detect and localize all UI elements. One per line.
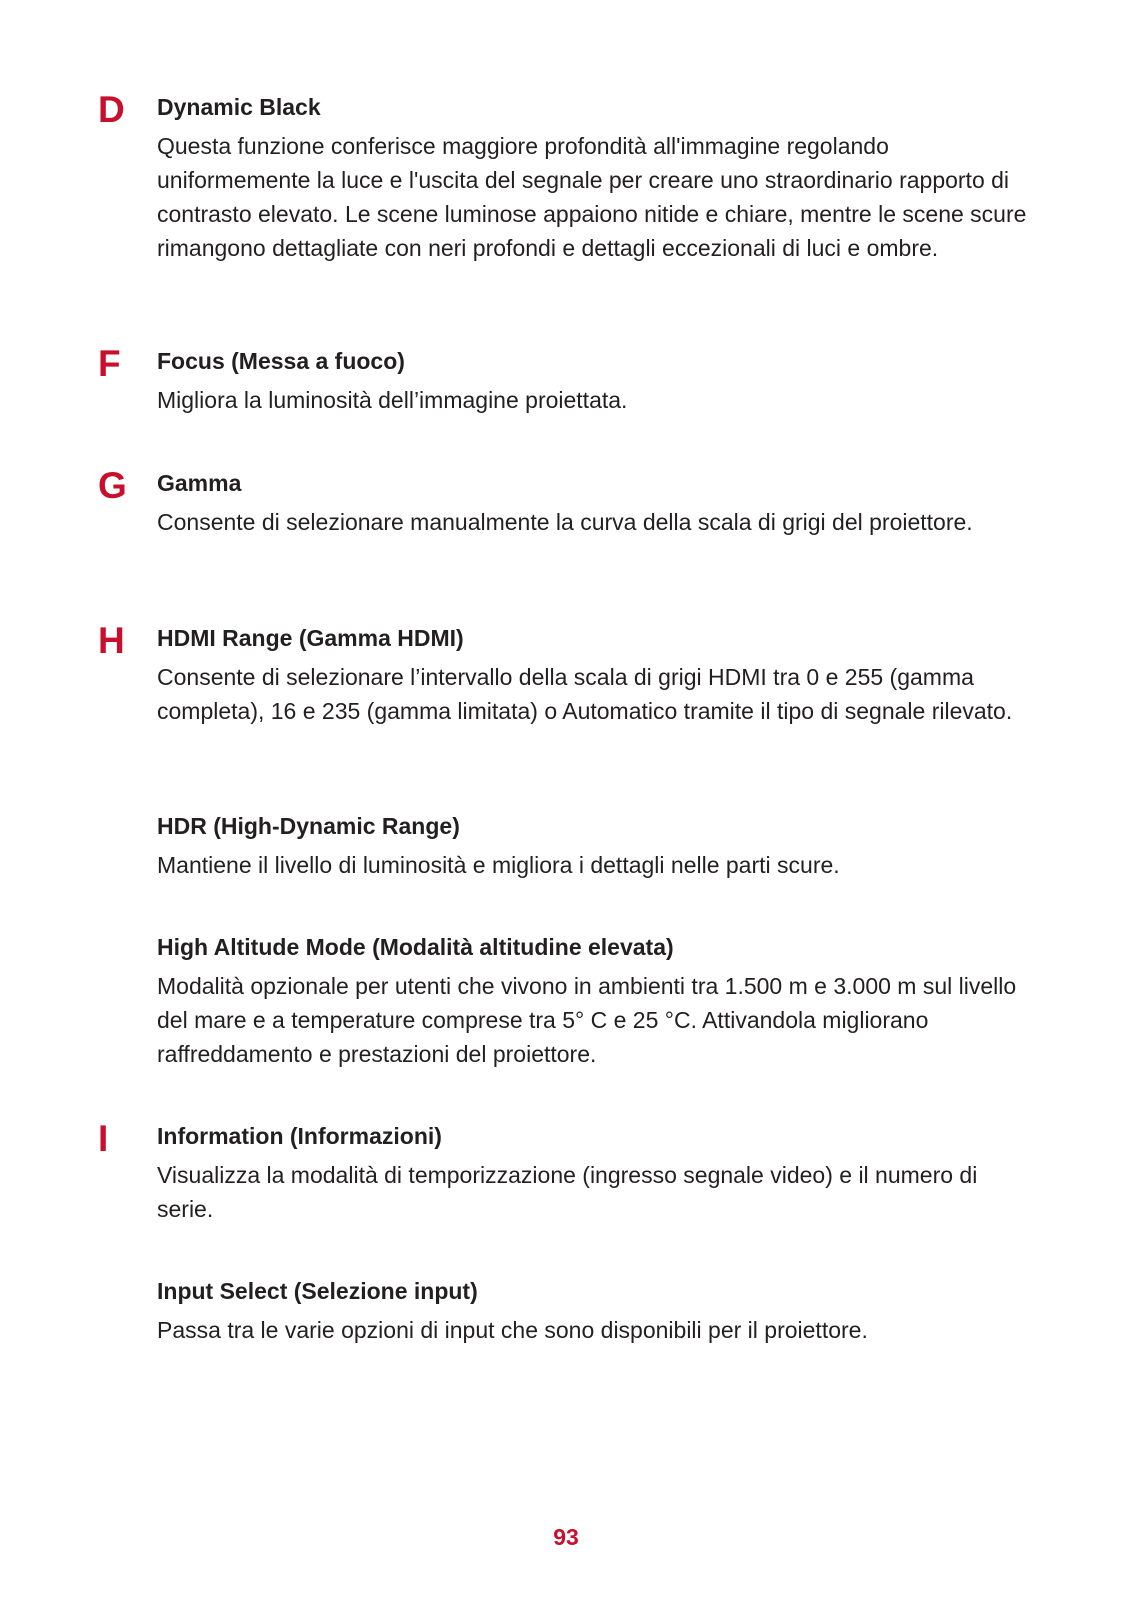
entry-title: High Altitude Mode (Modalità altitudine elevata) xyxy=(157,934,674,960)
entry-description: Mantiene il livello di luminosità e migliora i dettagli nelle parti scure. xyxy=(157,852,840,878)
entry-description: Passa tra le varie opzioni di input che sono disponibili per il proiettore. xyxy=(157,1317,868,1343)
section-letter: I xyxy=(98,1118,109,1159)
entry-description: Modalità opzionale per utenti che vivono in ambienti tra 1.500 m e 3.000 m sul livello del mare e a temperature comprese tra 5° C e 25 °C. Attivandola migliorano raffreddamento e prestazioni del proiettore. xyxy=(157,973,1017,1067)
section-letter: F xyxy=(98,343,121,384)
entry-description: Migliora la luminosità dell’immagine proiettata. xyxy=(157,387,628,413)
entry-title: Gamma xyxy=(157,470,242,496)
page-number: 93 xyxy=(553,1524,579,1550)
entry-description: Visualizza la modalità di temporizzazione (ingresso segnale video) e il numero di serie. xyxy=(157,1162,978,1222)
section-letter: G xyxy=(98,465,127,506)
entry-title: Information (Informazioni) xyxy=(157,1123,442,1149)
entry-description: Consente di selezionare l’intervallo della scala di grigi HDMI tra 0 e 255 (gamma completa), 16 e 235 (gamma limitata) o Automatico tramite il tipo di segnale rilevato. xyxy=(157,664,1013,724)
entry-title: HDMI Range (Gamma HDMI) xyxy=(157,625,464,651)
section-letter: D xyxy=(98,89,125,130)
entry-title: Dynamic Black xyxy=(157,94,321,120)
entry-description: Questa funzione conferisce maggiore profondità all'immagine regolando uniformemente la luce e l'uscita del segnale per creare uno straordinario rapporto di contrasto elevato. Le scene luminose appaiono nitide e chiare, mentre le scene scure rimangono dettagliate con neri profondi e dettagli eccezionali di luci e ombre. xyxy=(157,133,1027,261)
entry-title: Focus (Messa a fuoco) xyxy=(157,348,405,374)
entry-description: Consente di selezionare manualmente la curva della scala di grigi del proiettore. xyxy=(157,509,973,535)
entry-title: Input Select (Selezione input) xyxy=(157,1278,478,1304)
section-letter: H xyxy=(98,620,125,661)
entry-title: HDR (High-Dynamic Range) xyxy=(157,813,460,839)
